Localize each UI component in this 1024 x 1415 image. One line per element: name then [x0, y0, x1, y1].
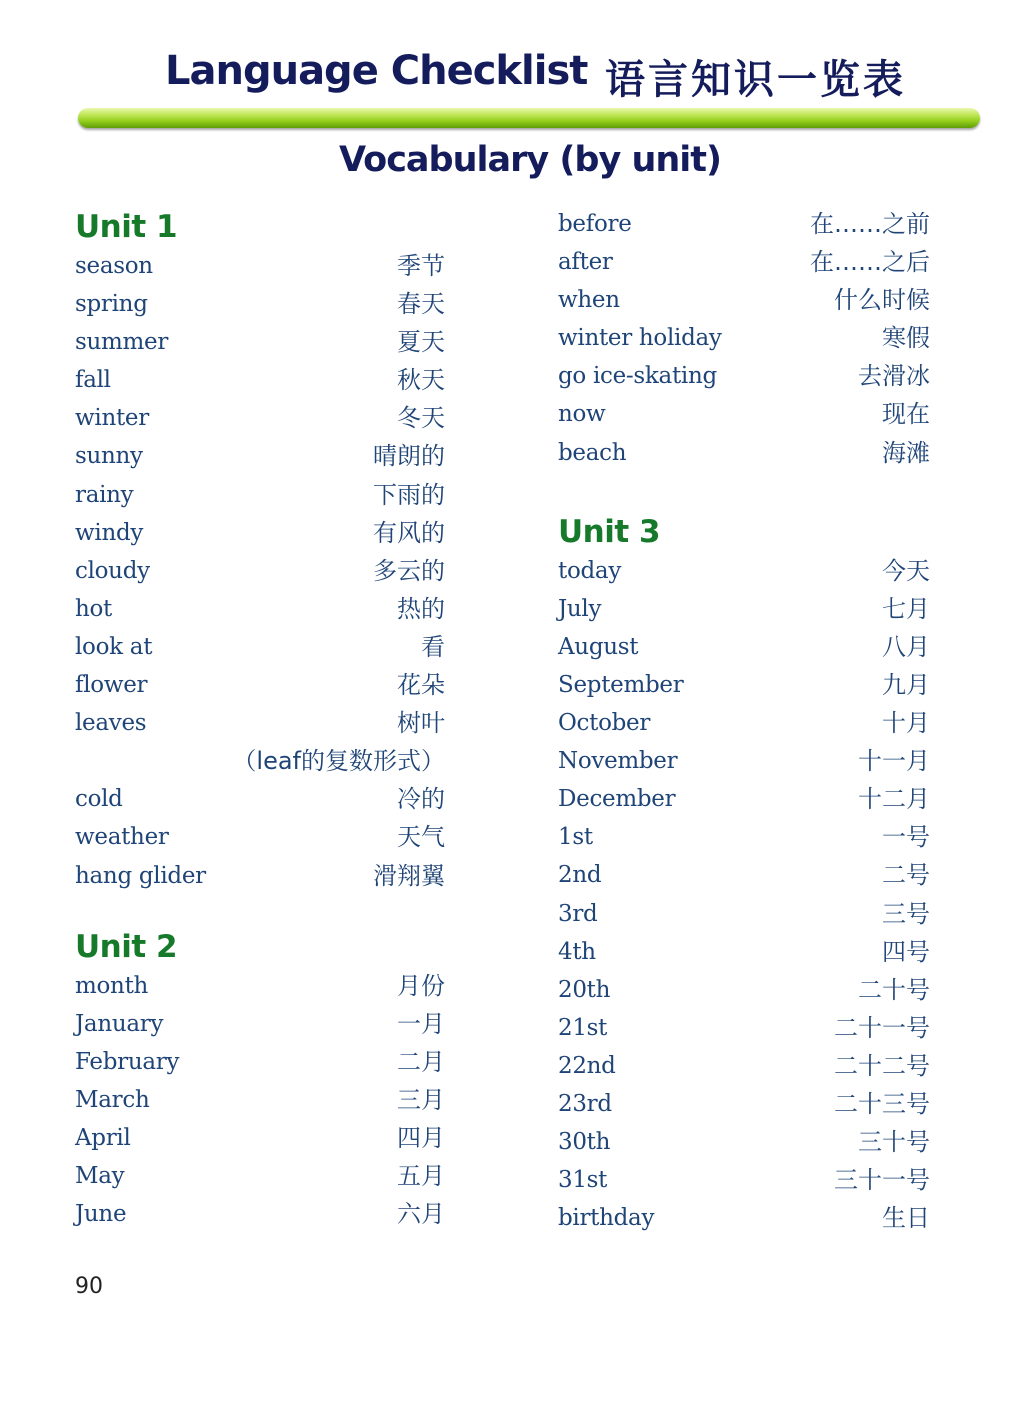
vocab-row	[75, 780, 445, 818]
vocab-english: cold	[75, 786, 123, 813]
vocab-chinese: 花朵	[397, 671, 445, 700]
vocab-row	[75, 1081, 445, 1119]
vocab-english: July	[558, 595, 602, 622]
vocab-chinese: 一号	[882, 823, 930, 852]
vocab-row	[558, 434, 930, 472]
vocab-english: today	[558, 557, 622, 584]
green-divider-bar	[78, 108, 980, 128]
vocab-chinese: 秋天	[397, 366, 445, 395]
vocab-chinese: 二十二号	[834, 1051, 930, 1080]
vocab-english: flower	[75, 672, 148, 699]
vocab-row	[75, 742, 445, 780]
vocab-english: fall	[75, 367, 111, 394]
vocab-row	[558, 933, 930, 971]
vocab-chinese: 二十号	[858, 975, 930, 1004]
vocab-chinese: 二号	[882, 861, 930, 890]
vocab-english: 31st	[558, 1167, 608, 1194]
vocab-english: 3rd	[558, 900, 598, 927]
vocab-english: winter holiday	[558, 325, 722, 352]
vocab-row	[558, 780, 930, 818]
section-title: Vocabulary (by unit)	[338, 140, 722, 180]
vocab-chinese: 三十一号	[834, 1166, 930, 1195]
vocab-chinese: 寒假	[882, 324, 930, 353]
page-title-english: Language Checklist	[165, 48, 588, 94]
vocab-chinese: 二十一号	[834, 1013, 930, 1042]
vocab-row	[558, 1085, 930, 1123]
vocab-chinese: 春天	[397, 290, 445, 319]
vocab-chinese: 三号	[882, 899, 930, 928]
vocab-row	[75, 857, 445, 895]
vocab-chinese: 十二月	[858, 785, 930, 814]
vocab-row	[75, 399, 445, 437]
vocab-row	[558, 395, 930, 433]
vocab-row	[558, 205, 930, 243]
vocab-english: 30th	[558, 1129, 611, 1156]
vocab-chinese: 十一月	[858, 747, 930, 776]
vocab-chinese: 三十号	[858, 1128, 930, 1157]
vocab-chinese: 四月	[397, 1123, 445, 1152]
vocab-english: season	[75, 253, 153, 279]
vocab-english: April	[75, 1124, 131, 1151]
unit-1-word-list	[75, 247, 445, 895]
vocab-row	[75, 1119, 445, 1157]
vocab-chinese: 在……之后	[810, 248, 930, 277]
vocab-english: hang glider	[75, 862, 206, 889]
vocab-english: 23rd	[558, 1090, 612, 1117]
vocab-english: windy	[75, 519, 144, 546]
vocab-english: beach	[558, 439, 627, 466]
vocab-english: August	[558, 633, 639, 660]
vocab-english: after	[558, 249, 613, 276]
vocab-row	[75, 1043, 445, 1081]
vocab-row	[75, 628, 445, 666]
vocab-row	[75, 1195, 445, 1233]
vocab-english: before	[558, 211, 632, 237]
vocab-chinese: 七月	[882, 594, 930, 623]
vocab-english: February	[75, 1048, 180, 1075]
vocab-chinese: 一月	[397, 1009, 445, 1038]
vocab-row	[558, 281, 930, 319]
vocab-english: September	[558, 671, 684, 698]
vocab-chinese: 有风的	[373, 518, 445, 547]
vocab-row	[558, 1123, 930, 1161]
vocab-chinese: 滑翔翼	[373, 861, 445, 890]
vocab-row	[75, 590, 445, 628]
vocab-english: rainy	[75, 481, 134, 508]
vocab-english: 20th	[558, 976, 611, 1003]
vocab-chinese: 下雨的	[373, 480, 445, 509]
vocab-chinese: （leaf的复数形式）	[232, 747, 445, 776]
vocab-row	[558, 1009, 930, 1047]
vocab-english: 21st	[558, 1014, 608, 1041]
vocab-row	[75, 967, 445, 1005]
unit-3-word-list	[558, 552, 930, 1238]
page-title-chinese: 语言知识一览表	[605, 57, 906, 103]
vocab-row	[558, 666, 930, 704]
vocab-chinese: 二月	[397, 1047, 445, 1076]
vocab-row	[558, 628, 930, 666]
vocab-row	[75, 437, 445, 475]
vocab-chinese: 六月	[397, 1200, 445, 1229]
vocab-row	[75, 1157, 445, 1195]
vocab-chinese: 热的	[397, 594, 445, 623]
vocab-row	[75, 666, 445, 704]
vocab-english: sunny	[75, 443, 143, 470]
vocab-chinese: 生日	[882, 1204, 930, 1233]
vocab-english: weather	[75, 824, 169, 851]
vocab-row	[75, 818, 445, 856]
vocab-english: leaves	[75, 710, 147, 737]
vocab-english: June	[75, 1201, 127, 1228]
vocab-row	[558, 243, 930, 281]
vocab-english: look at	[75, 633, 153, 660]
vocab-chinese: 什么时候	[834, 286, 930, 315]
vocab-row	[558, 357, 930, 395]
unit-2-word-list	[75, 967, 445, 1234]
page-number: 90	[75, 1274, 103, 1299]
vocab-english: birthday	[558, 1205, 655, 1232]
vocab-english: cloudy	[75, 557, 150, 584]
vocab-chinese: 冷的	[397, 785, 445, 814]
vocab-chinese: 天气	[397, 823, 445, 852]
vocab-row	[558, 742, 930, 780]
vocab-row	[75, 247, 445, 285]
vocab-english: 1st	[558, 824, 593, 851]
vocab-english: 4th	[558, 938, 596, 965]
vocab-chinese: 四号	[882, 937, 930, 966]
vocab-english: 2nd	[558, 862, 602, 889]
vocab-chinese: 三月	[397, 1085, 445, 1114]
vocab-chinese: 海滩	[882, 438, 930, 467]
vocab-english: when	[558, 287, 620, 314]
vocab-english: summer	[75, 329, 169, 356]
vocab-english: December	[558, 786, 676, 813]
right-column	[558, 205, 930, 1237]
vocab-row	[75, 514, 445, 552]
vocab-row	[75, 476, 445, 514]
vocab-row	[558, 1199, 930, 1237]
left-column	[75, 205, 445, 1233]
vocab-row	[75, 552, 445, 590]
vocab-row	[558, 1161, 930, 1199]
vocab-chinese: 季节	[397, 252, 445, 280]
vocab-english: month	[75, 972, 149, 999]
vocab-chinese: 九月	[882, 670, 930, 699]
vocab-row	[558, 856, 930, 894]
vocab-english: March	[75, 1086, 150, 1113]
vocab-english: January	[75, 1010, 164, 1037]
vocab-row	[75, 285, 445, 323]
vocab-row	[558, 971, 930, 1009]
vocab-chinese: 五月	[397, 1162, 445, 1191]
vocab-english: hot	[75, 595, 113, 622]
vocab-english: May	[75, 1163, 125, 1190]
vocab-english: go ice-skating	[558, 363, 717, 390]
vocab-row	[558, 1047, 930, 1085]
vocab-chinese: 看	[421, 632, 445, 661]
vocab-row	[558, 895, 930, 933]
unit-2-heading: Unit 2	[75, 928, 178, 965]
vocab-row	[75, 361, 445, 399]
vocab-chinese: 今天	[882, 556, 930, 585]
vocab-chinese: 月份	[397, 971, 445, 1000]
vocab-english: now	[558, 401, 606, 428]
vocab-chinese: 多云的	[373, 556, 445, 585]
vocab-chinese: 现在	[882, 400, 930, 429]
vocab-chinese: 在……之前	[810, 210, 930, 238]
vocab-english: 22nd	[558, 1052, 616, 1079]
vocab-chinese: 冬天	[397, 404, 445, 433]
vocab-chinese: 夏天	[397, 328, 445, 357]
vocab-chinese: 二十三号	[834, 1089, 930, 1118]
vocab-row	[558, 704, 930, 742]
vocab-chinese: 十月	[882, 709, 930, 738]
vocab-row	[75, 323, 445, 361]
vocab-chinese: 八月	[882, 632, 930, 661]
vocab-row	[558, 552, 930, 590]
page-header	[165, 48, 945, 104]
unit-3-heading: Unit 3	[558, 513, 661, 550]
vocab-english: spring	[75, 291, 148, 318]
vocab-row	[558, 590, 930, 628]
vocab-english: winter	[75, 405, 149, 432]
vocab-chinese: 树叶	[397, 709, 445, 738]
unit-2-word-list-continued	[558, 205, 930, 472]
vocab-row	[558, 818, 930, 856]
vocab-english: November	[558, 748, 678, 775]
vocab-chinese: 晴朗的	[373, 442, 445, 471]
vocab-row	[75, 704, 445, 742]
unit-1-heading: Unit 1	[75, 209, 178, 245]
vocab-english: October	[558, 710, 651, 737]
vocab-row	[75, 1005, 445, 1043]
vocab-row	[558, 319, 930, 357]
vocab-chinese: 去滑冰	[858, 362, 930, 391]
